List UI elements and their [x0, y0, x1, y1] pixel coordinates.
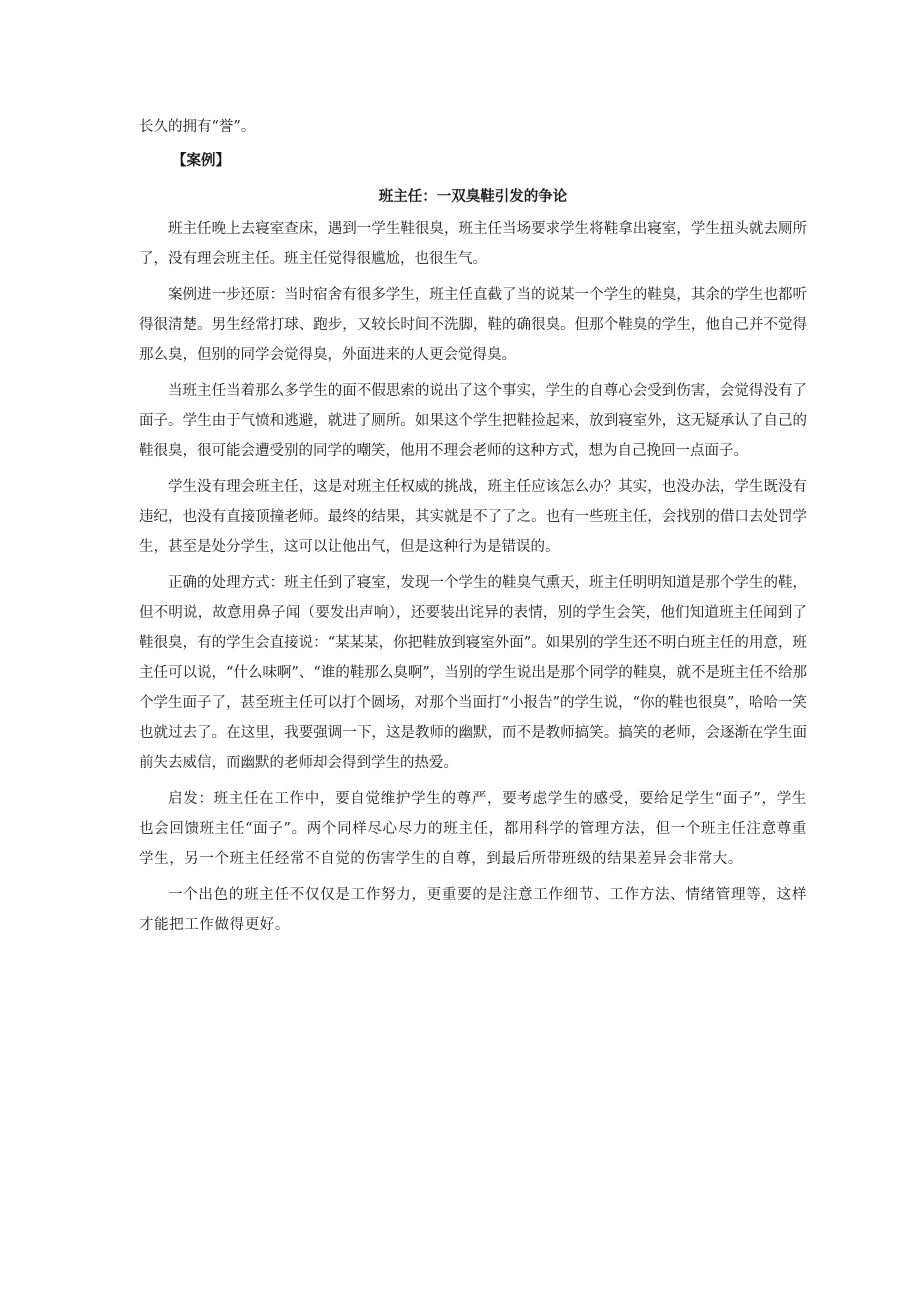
lead-line: 长久的拥有“誉”。: [139, 119, 256, 135]
paragraph-challenge: 学生没有理会班主任，这是对班主任权威的挑战，班主任应该怎么办？其实，也没办法，学生既没有违纪，也没有直接顶撞老师。最终的结果，其实就是不了了之。也有一些班主任，会找别的借口去处罚学生，甚至是处分学生，这可以让他出气，但是这种行为是错误的。: [139, 479, 807, 555]
document-body: [139, 112, 807, 940]
paragraph-incident: 班主任晚上去寝室查床，遇到一学生鞋很臭，班主任当场要求学生将鞋拿出寝室，学生扭头就去厕所了，没有理会班主任。班主任觉得很尴尬，也很生气。: [139, 221, 807, 267]
case-heading: 【案例】: [172, 152, 230, 169]
paragraph-conclusion: 一个出色的班主任不仅仅是工作努力，更重要的是注意工作细节、工作方法、情绪管理等，这样才能把工作做得更好。: [139, 887, 807, 933]
paragraph-restoration: 案例进一步还原：当时宿舍有很多学生，班主任直截了当的说某一个学生的鞋臭，其余的学生也都听得很清楚。男生经常打球、跑步，又较长时间不洗脚，鞋的确很臭。但那个鞋臭的学生，他自己并不觉得那么臭，但别的同学会觉得臭，外面进来的人更会觉得臭。: [139, 287, 807, 363]
paragraph-insight: 启发：班主任在工作中，要自觉维护学生的尊严，要考虑学生的感受，要给足学生“面子”，学生也会回馈班主任“面子”。两个同样尽心尽力的班主任，都用科学的管理方法，但一个班主任注意尊重学生，另一个班主任经常不自觉的伤害学生的自尊，到最后所带班级的结果差异会非常大。: [139, 791, 807, 867]
paragraph-analysis: 当班主任当着那么多学生的面不假思索的说出了这个事实，学生的自尊心会受到伤害，会觉得没有了面子。学生由于气愤和逃避，就进了厕所。如果这个学生把鞋捡起来，放到寝室外，这无疑承认了自己的鞋很臭，很可能会遭受别的同学的嘲笑，他用不理会老师的这种方式，想为自己挽回一点面子。: [139, 383, 807, 459]
paragraph-correct-approach: 正确的处理方式：班主任到了寝室，发现一个学生的鞋臭气熏天，班主任明明知道是那个学生的鞋，但不明说，故意用鼻子闻（要发出声响），还要装出诧异的表情，别的学生会笑，他们知道班主任闻到了鞋很臭，有的学生会直接说：“某某某，你把鞋放到寝室外面”。如果别的学生还不明白班主任的用意，班主任可以说，“什么味啊”、“谁的鞋那么臭啊”，当别的学生说出是那个同学的鞋臭，就不是班主任不给那个学生面子了，甚至班主任可以打个圆场，对那个当面打“小报告”的学生说，“你的鞋也很臭”，哈哈一笑也就过去了。在这里，我要强调一下，这是教师的幽默，而不是教师搞笑。搞笑的老师，会逐渐在学生面前失去威信，而幽默的老师却会得到学生的热爱。: [139, 575, 807, 771]
case-title: 班主任：一双臭鞋引发的争论: [378, 189, 568, 205]
